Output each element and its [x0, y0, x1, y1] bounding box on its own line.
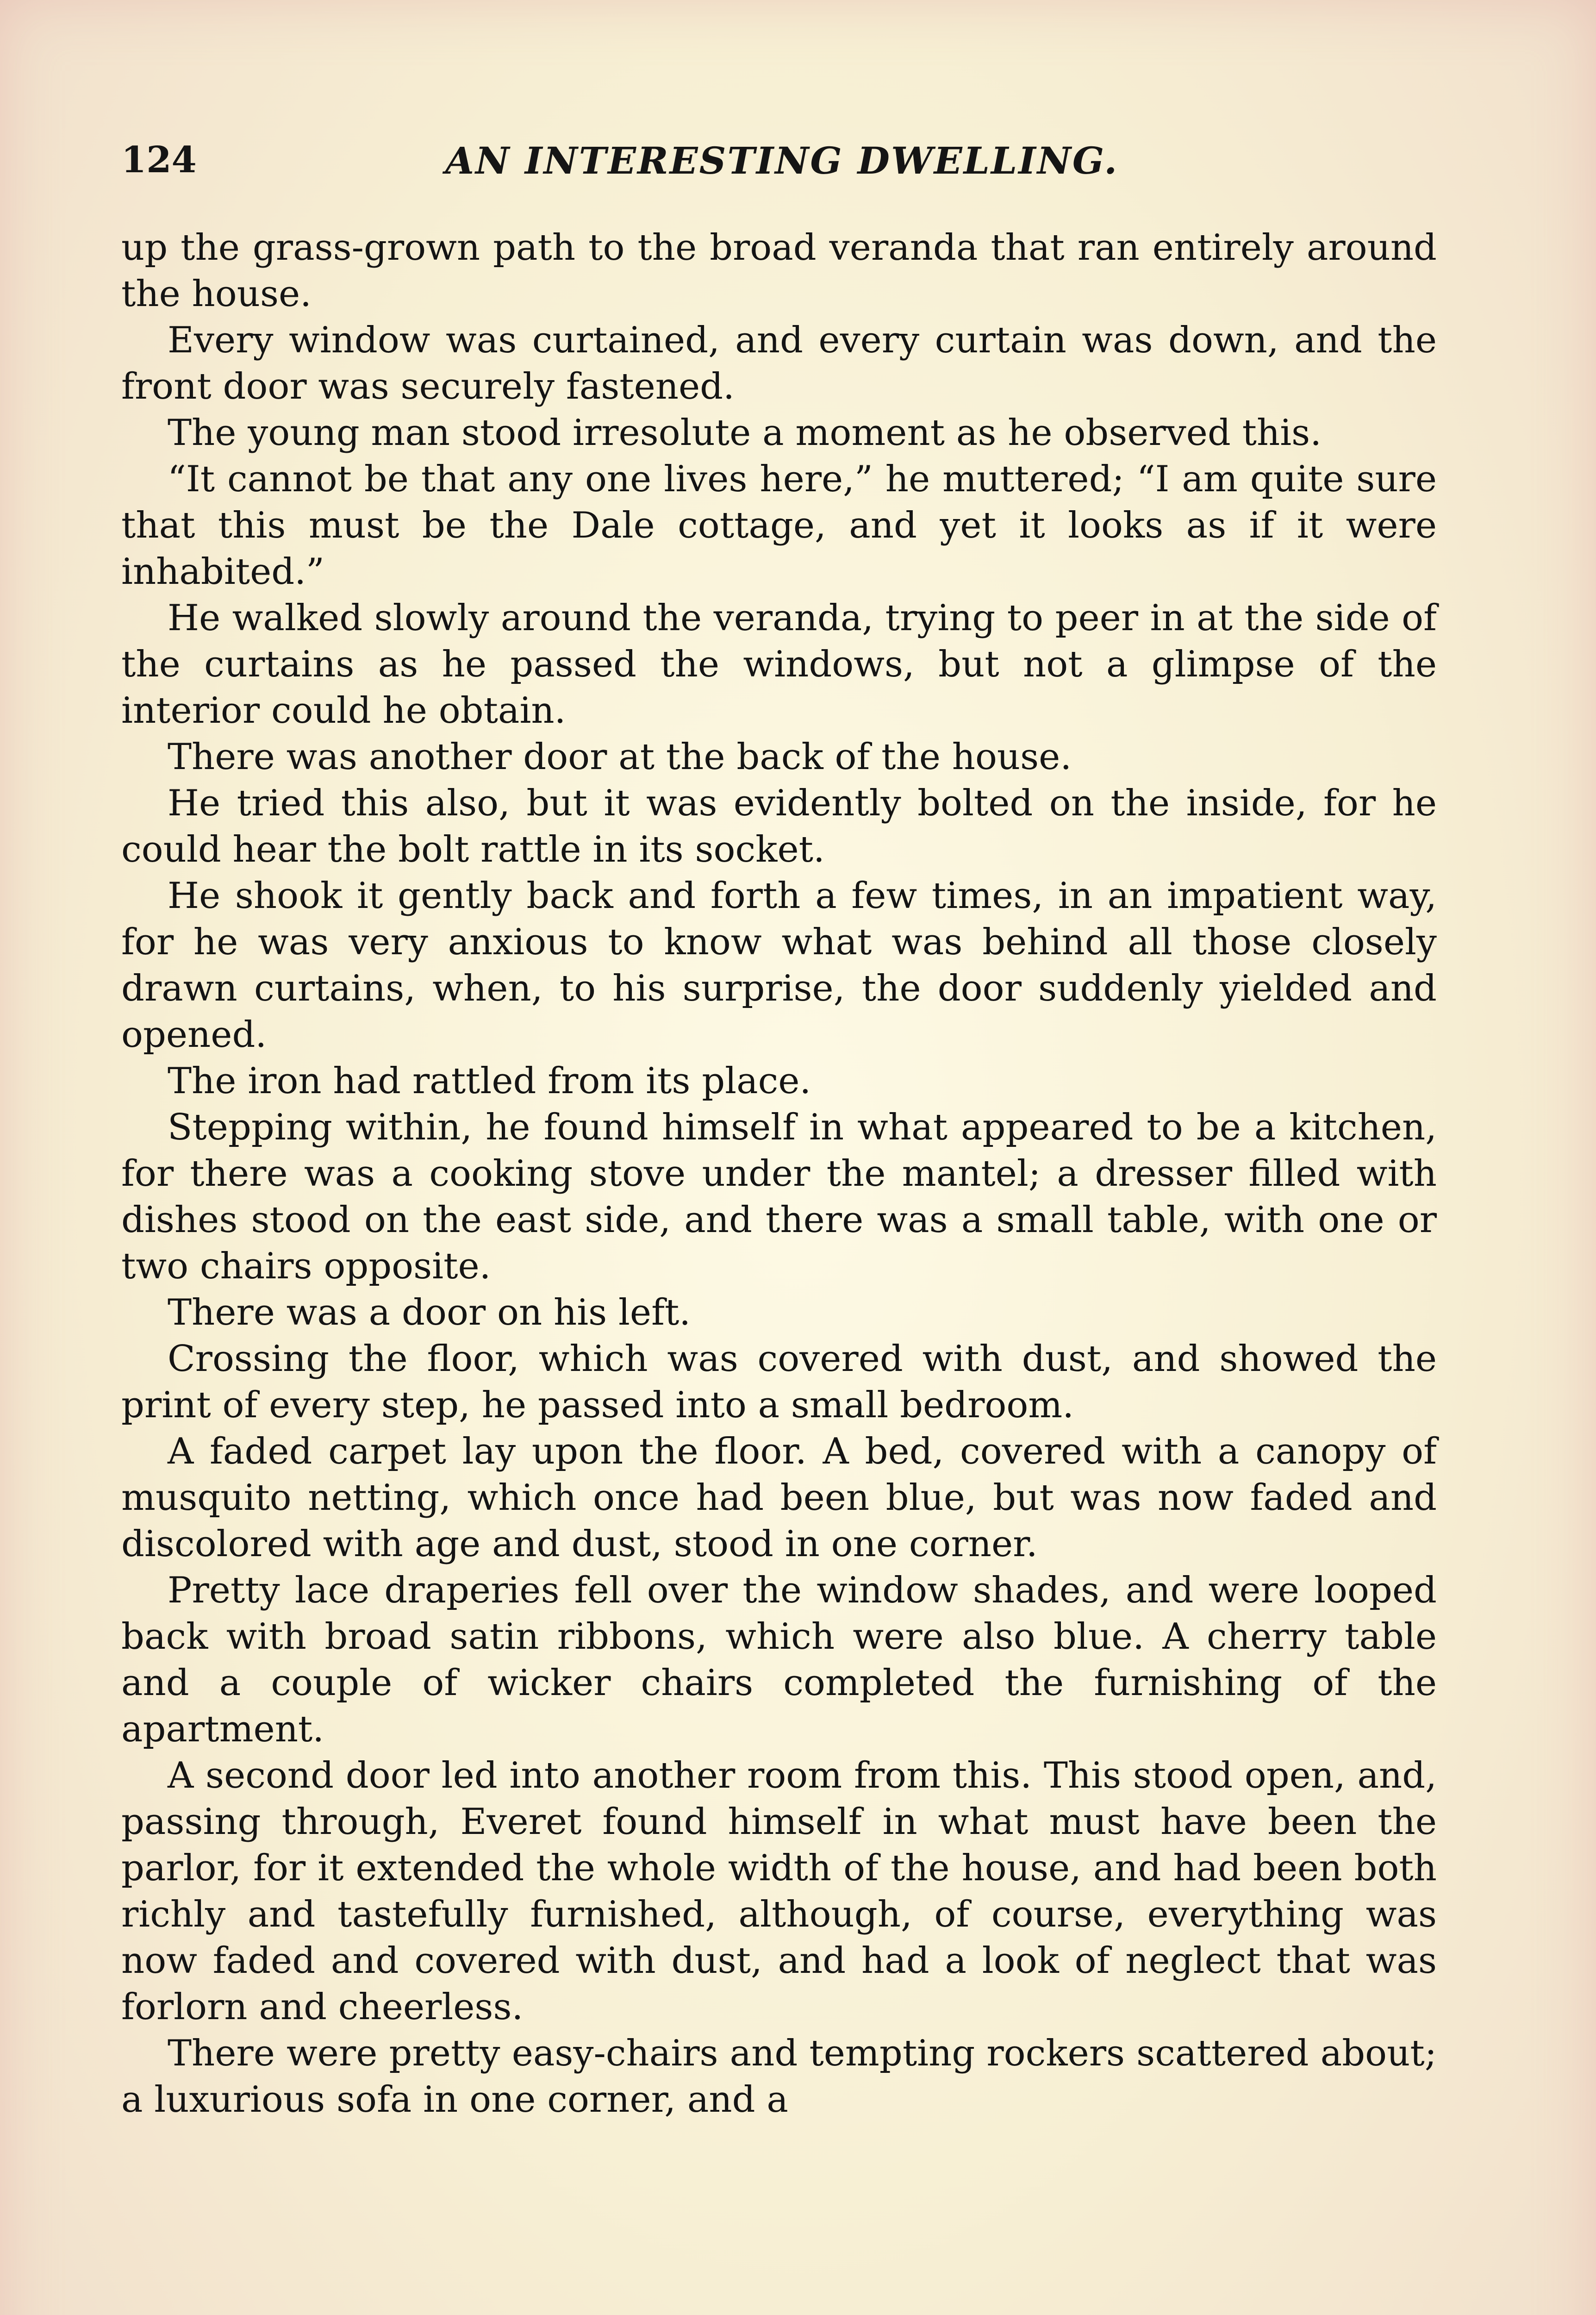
page-number: 124: [121, 139, 197, 181]
paragraph: He tried this also, but it was evidently bolted on the inside, for he could hear the bolt rattle in its socket.: [121, 782, 1437, 870]
paragraph: There were pretty easy-chairs and tempting rockers scattered about; a luxurious sofa in one corner, and a: [121, 2033, 1437, 2121]
running-header: [121, 139, 1436, 190]
paragraph: A faded carpet lay upon the floor. A bed, covered with a canopy of musquito netting, which once had been blue, but was now faded and discolored with age and dust, stood in one corner.: [121, 1431, 1437, 1565]
paragraph: Pretty lace draperies fell over the window shades, and were looped back with broad satin ribbons, which were also blue. A cherry table and a couple of wicker chairs completed the furnishing of the apartment.: [121, 1570, 1437, 1750]
paragraph: Every window was curtained, and every curtain was down, and the front door was securely fastened.: [121, 319, 1437, 407]
page-body-text: [121, 225, 1437, 2123]
paragraph: Stepping within, he found himself in what appeared to be a kitchen, for there was a cooking stove under the mantel; a dresser filled with dishes stood on the east side, and there was a small table, with one or two chairs opposite.: [121, 1107, 1437, 1287]
paragraph: The iron had rattled from its place.: [168, 1060, 811, 1102]
running-head-title: AN INTERESTING DWELLING.: [445, 139, 1119, 182]
paragraph: There was another door at the back of the house.: [168, 736, 1072, 778]
paragraph: He shook it gently back and forth a few times, in an impatient way, for he was very anxious to know what was behind all those closely drawn curtains, when, to his surprise, the door suddenly yielded and opened.: [121, 875, 1437, 1056]
paragraph: up the grass-grown path to the broad veranda that ran entirely around the house.: [121, 227, 1437, 315]
paragraph: A second door led into another room from this. This stood open, and, passing through, Everet found himself in what must have been the parlor, for it extended the whole width of the house, and had been both richly and tastefully furnished, although, of course, everything was now faded and covered with dust, and had a look of neglect that was forlorn and cheerless.: [121, 1755, 1437, 2028]
paragraph: “It cannot be that any one lives here,” he muttered; “I am quite sure that this must be the Dale cottage, and yet it looks as if it were inhabited.”: [121, 458, 1437, 593]
paragraph: The young man stood irresolute a moment as he observed this.: [168, 412, 1322, 454]
paragraph: Crossing the floor, which was covered with dust, and showed the print of every step, he passed into a small bedroom.: [121, 1338, 1437, 1426]
paragraph: There was a door on his left.: [168, 1292, 691, 1333]
paragraph: He walked slowly around the veranda, trying to peer in at the side of the curtains as he passed the windows, but not a glimpse of the interior could he obtain.: [121, 597, 1437, 732]
